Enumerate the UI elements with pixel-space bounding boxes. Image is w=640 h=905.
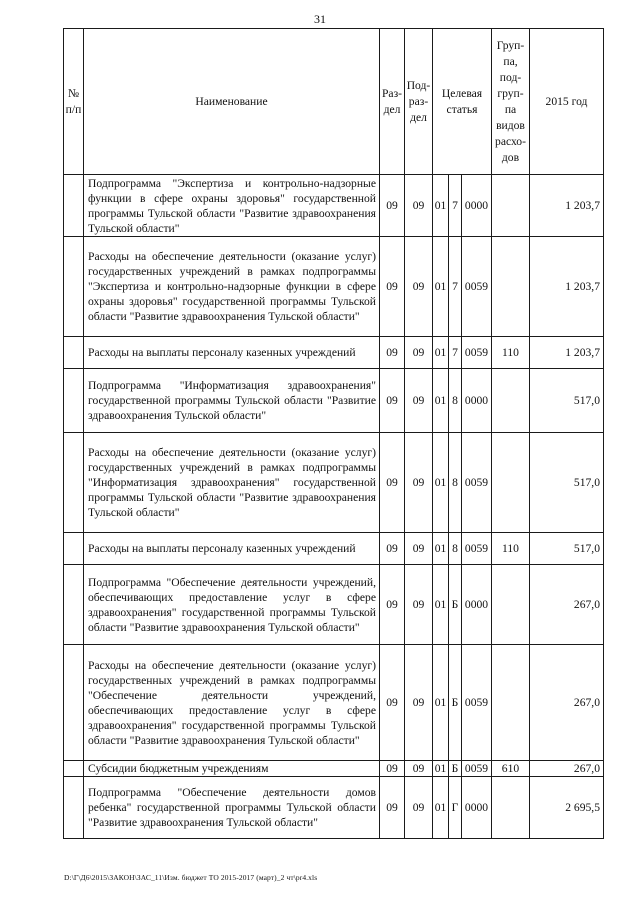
row-target-program-cell: 01 bbox=[433, 369, 449, 433]
row-section-cell: 09 bbox=[380, 761, 405, 777]
row-target-subprogram-cell: 7 bbox=[449, 175, 462, 237]
row-target-direction-cell: 0000 bbox=[462, 175, 492, 237]
row-subsection-cell: 09 bbox=[405, 645, 433, 761]
row-number-cell bbox=[64, 565, 84, 645]
row-target-direction-cell: 0059 bbox=[462, 433, 492, 533]
page-number: 31 bbox=[314, 12, 326, 26]
row-target-subprogram-cell: 8 bbox=[449, 369, 462, 433]
row-subsection-cell: 09 bbox=[405, 761, 433, 777]
row-target-program-cell: 01 bbox=[433, 645, 449, 761]
row-section-cell: 09 bbox=[380, 565, 405, 645]
file-path-footer: D:\Г\Д6\2015\ЗАКОН\ЗАС_11\Изм. бюджет ТО 2015-2017 (март)_2 чт\pr4.xls bbox=[64, 873, 318, 882]
row-section-cell: 09 bbox=[380, 533, 405, 565]
table-header-row bbox=[64, 29, 604, 175]
row-amount-cell: 1 203,7 bbox=[530, 337, 604, 369]
row-target-direction-cell: 0000 bbox=[462, 565, 492, 645]
table-row bbox=[64, 533, 604, 565]
row-name-cell: Подпрограмма "Экспертиза и контрольно-надзорные функции в сфере охраны здоровья" государственной программы Тульской области "Развитие здравоохранения Тульской области" bbox=[84, 175, 380, 237]
row-subsection-cell: 09 bbox=[405, 337, 433, 369]
row-target-subprogram-cell: 7 bbox=[449, 337, 462, 369]
table-row bbox=[64, 433, 604, 533]
row-name-cell: Расходы на обеспечение деятельности (оказание услуг) государственных учреждений в рамках подпрограммы "Экспертиза и контрольно-надзорные функции в сфере охраны здоровья" государственной программы Тульской области "Развитие здравоохранения Тульской области" bbox=[84, 237, 380, 337]
row-section-cell: 09 bbox=[380, 369, 405, 433]
row-subsection-cell: 09 bbox=[405, 433, 433, 533]
row-name-cell: Расходы на выплаты персоналу казенных учреждений bbox=[84, 337, 380, 369]
row-target-subprogram-cell: 8 bbox=[449, 433, 462, 533]
table-row bbox=[64, 369, 604, 433]
budget-table bbox=[63, 28, 604, 839]
row-expense-group-cell bbox=[492, 237, 530, 337]
row-target-subprogram-cell: 8 bbox=[449, 533, 462, 565]
row-section-cell: 09 bbox=[380, 175, 405, 237]
header-section: Раз- дел bbox=[380, 29, 405, 175]
row-name-cell: Расходы на выплаты персоналу казенных учреждений bbox=[84, 533, 380, 565]
row-number-cell bbox=[64, 369, 84, 433]
row-target-direction-cell: 0059 bbox=[462, 237, 492, 337]
header-name: Наименование bbox=[84, 29, 380, 175]
row-target-subprogram-cell: Б bbox=[449, 761, 462, 777]
table-row bbox=[64, 645, 604, 761]
row-name-cell: Подпрограмма "Информатизация здравоохранения" государственной программы Тульской области "Развитие здравоохранения Тульской области" bbox=[84, 369, 380, 433]
row-name-cell: Подпрограмма "Обеспечение деятельности домов ребенка" государственной программы Тульской области "Развитие здравоохранения Тульской области" bbox=[84, 777, 380, 839]
row-amount-cell: 2 695,5 bbox=[530, 777, 604, 839]
table-row bbox=[64, 777, 604, 839]
row-target-program-cell: 01 bbox=[433, 565, 449, 645]
row-expense-group-cell: 110 bbox=[492, 533, 530, 565]
row-target-direction-cell: 0059 bbox=[462, 533, 492, 565]
row-subsection-cell: 09 bbox=[405, 237, 433, 337]
header-year: 2015 год bbox=[530, 29, 604, 175]
row-section-cell: 09 bbox=[380, 433, 405, 533]
row-expense-group-cell bbox=[492, 777, 530, 839]
row-expense-group-cell bbox=[492, 369, 530, 433]
row-subsection-cell: 09 bbox=[405, 533, 433, 565]
row-amount-cell: 267,0 bbox=[530, 645, 604, 761]
row-target-direction-cell: 0059 bbox=[462, 761, 492, 777]
table-row bbox=[64, 175, 604, 237]
row-target-program-cell: 01 bbox=[433, 533, 449, 565]
row-expense-group-cell bbox=[492, 565, 530, 645]
table-row bbox=[64, 337, 604, 369]
row-target-direction-cell: 0059 bbox=[462, 337, 492, 369]
table-row bbox=[64, 761, 604, 777]
row-target-direction-cell: 0059 bbox=[462, 645, 492, 761]
row-expense-group-cell: 110 bbox=[492, 337, 530, 369]
row-subsection-cell: 09 bbox=[405, 777, 433, 839]
row-subsection-cell: 09 bbox=[405, 565, 433, 645]
row-number-cell bbox=[64, 175, 84, 237]
row-number-cell bbox=[64, 761, 84, 777]
row-name-cell: Субсидии бюджетным учреждениям bbox=[84, 761, 380, 777]
row-name-cell: Расходы на обеспечение деятельности (оказание услуг) государственных учреждений в рамках подпрограммы "Обеспечение деятельности учреждений, обеспечивающих предоставление услуг в сфере здравоохранения" государственной программы Тульской области "Развитие здравоохранения Тульской области" bbox=[84, 645, 380, 761]
row-target-program-cell: 01 bbox=[433, 237, 449, 337]
row-target-subprogram-cell: Б bbox=[449, 645, 462, 761]
row-subsection-cell: 09 bbox=[405, 369, 433, 433]
row-target-program-cell: 01 bbox=[433, 175, 449, 237]
row-section-cell: 09 bbox=[380, 777, 405, 839]
row-target-subprogram-cell: Г bbox=[449, 777, 462, 839]
row-expense-group-cell bbox=[492, 433, 530, 533]
row-name-cell: Подпрограмма "Обеспечение деятельности учреждений, обеспечивающих предоставление услуг в сфере здравоохранения" государственной программы Тульской области "Развитие здравоохранения Тульской области" bbox=[84, 565, 380, 645]
header-subsection: Под- раз- дел bbox=[405, 29, 433, 175]
header-number: № п/п bbox=[64, 29, 84, 175]
row-amount-cell: 517,0 bbox=[530, 533, 604, 565]
row-target-program-cell: 01 bbox=[433, 337, 449, 369]
row-number-cell bbox=[64, 533, 84, 565]
row-target-program-cell: 01 bbox=[433, 433, 449, 533]
table-row bbox=[64, 237, 604, 337]
header-target-article: Целевая статья bbox=[433, 29, 492, 175]
row-target-program-cell: 01 bbox=[433, 761, 449, 777]
row-target-subprogram-cell: Б bbox=[449, 565, 462, 645]
row-number-cell bbox=[64, 237, 84, 337]
row-number-cell bbox=[64, 337, 84, 369]
row-amount-cell: 267,0 bbox=[530, 761, 604, 777]
row-amount-cell: 1 203,7 bbox=[530, 237, 604, 337]
row-target-direction-cell: 0000 bbox=[462, 777, 492, 839]
row-target-program-cell: 01 bbox=[433, 777, 449, 839]
row-section-cell: 09 bbox=[380, 237, 405, 337]
row-name-cell: Расходы на обеспечение деятельности (оказание услуг) государственных учреждений в рамках подпрограммы "Информатизация здравоохранения" государственной программы Тульской области "Развитие здравоохранения Тульской области" bbox=[84, 433, 380, 533]
row-amount-cell: 517,0 bbox=[530, 433, 604, 533]
row-target-subprogram-cell: 7 bbox=[449, 237, 462, 337]
row-section-cell: 09 bbox=[380, 645, 405, 761]
row-section-cell: 09 bbox=[380, 337, 405, 369]
row-number-cell bbox=[64, 645, 84, 761]
row-amount-cell: 1 203,7 bbox=[530, 175, 604, 237]
header-expense-group: Груп- па, под- груп- па видов расхо- дов bbox=[492, 29, 530, 175]
row-number-cell bbox=[64, 777, 84, 839]
row-number-cell bbox=[64, 433, 84, 533]
row-amount-cell: 517,0 bbox=[530, 369, 604, 433]
row-subsection-cell: 09 bbox=[405, 175, 433, 237]
row-expense-group-cell bbox=[492, 645, 530, 761]
row-target-direction-cell: 0000 bbox=[462, 369, 492, 433]
row-expense-group-cell bbox=[492, 175, 530, 237]
table-row bbox=[64, 565, 604, 645]
row-expense-group-cell: 610 bbox=[492, 761, 530, 777]
row-amount-cell: 267,0 bbox=[530, 565, 604, 645]
